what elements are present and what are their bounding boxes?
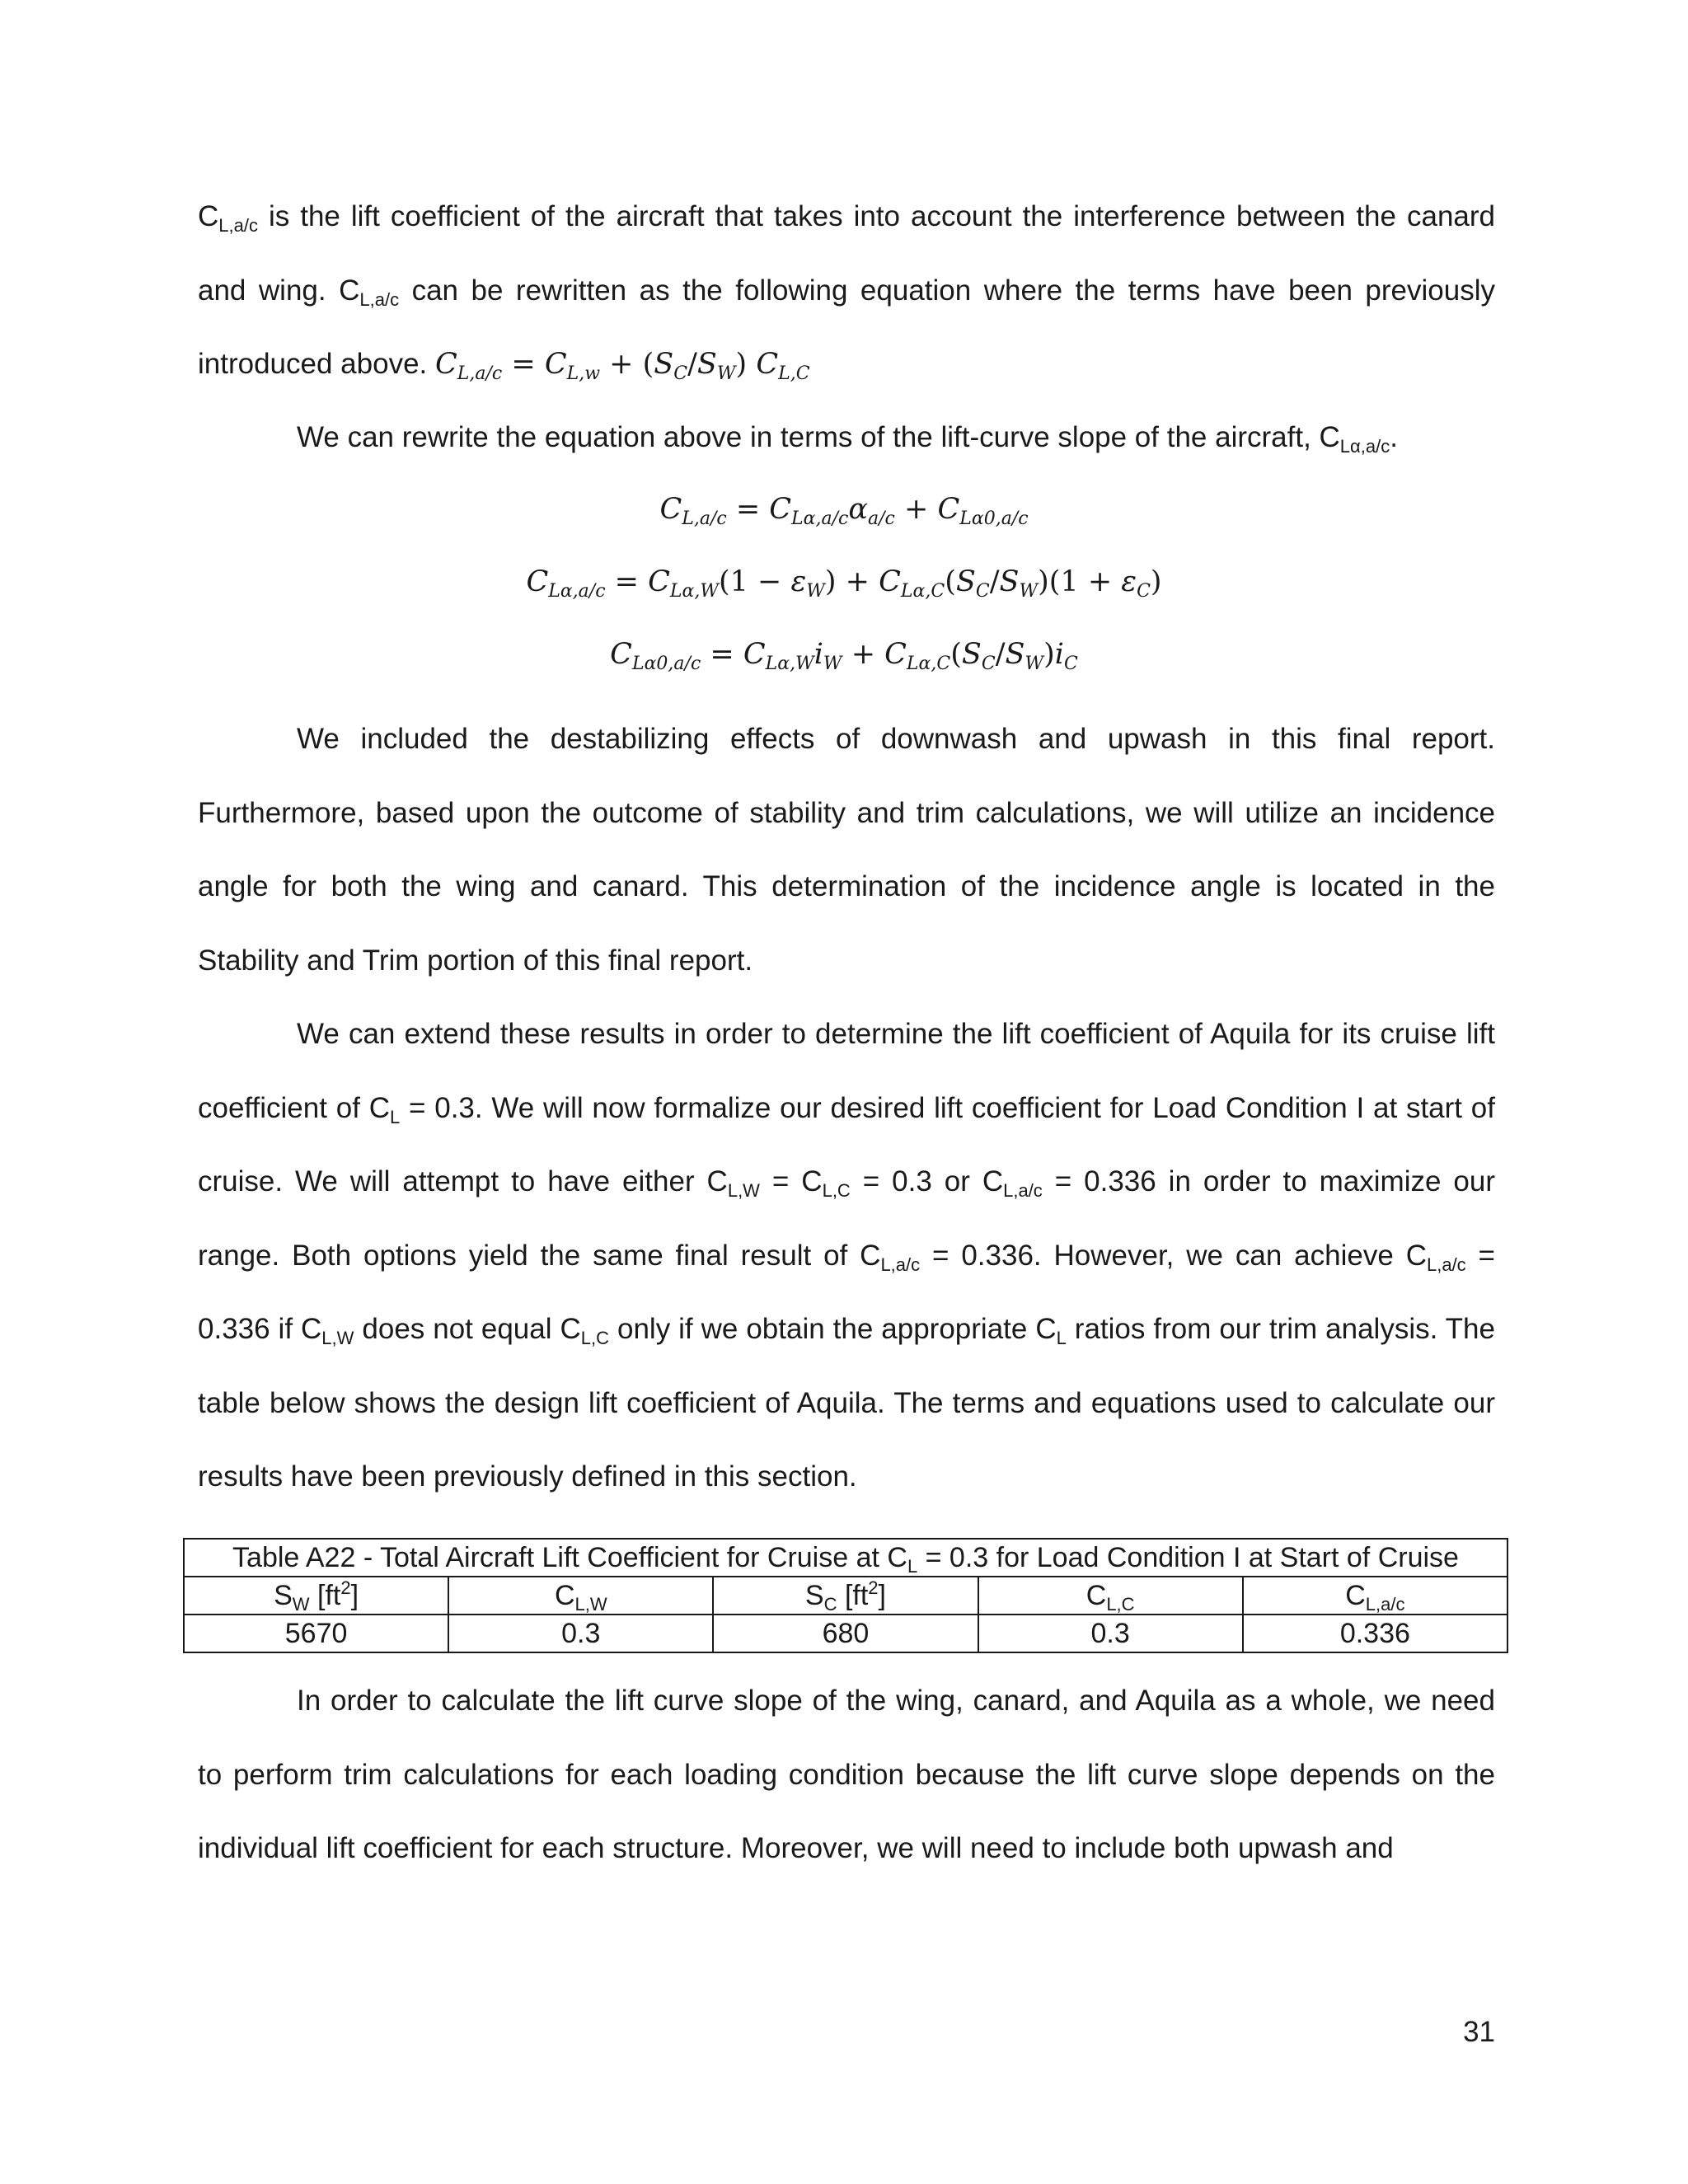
- text-run: = 0.336 if C: [198, 1239, 1495, 1345]
- table-caption: Table A22 - Total Aircraft Lift Coefficient for Cruise at $C_L = 0.3$ for Load Condition I at Start of Cruise: [184, 1539, 1507, 1577]
- subscript: L,W: [727, 1180, 760, 1201]
- subscript: L,W: [321, 1328, 354, 1348]
- paragraph-cruise-lift: [198, 997, 1495, 1514]
- table-cell: 0.3: [448, 1615, 713, 1652]
- equation-cl-alpha0-aircraft: $C_{L\alpha 0,a/c} = C_{L\alpha,W}i_W + C_{L\alpha,C}(S_C/S_W)i_C$: [610, 638, 1078, 674]
- subscript: L: [389, 1106, 401, 1127]
- paragraph-lift-curve-trim: In order to calculate the lift curve slope of the wing, canard, and Aquila as a whole, we need to perform trim calculations for each loading condition because the lift curve slope depends on the individual lift coefficient for each structure. Moreover, we will need to include both upwash and: [198, 1685, 1495, 1864]
- subscript: L,a/c: [1003, 1180, 1043, 1201]
- text-run: = 0.3 or C: [850, 1165, 1004, 1197]
- header-cell: $C_{L,W}$: [448, 1577, 713, 1615]
- subscript: L,a/c: [880, 1254, 921, 1275]
- header-cell: $S_W$ $[ft^2]$: [184, 1577, 448, 1615]
- table-cell: 680: [713, 1615, 978, 1652]
- text-run: = 0.336. However, we can achieve C: [920, 1239, 1427, 1272]
- table-lift-coefficient: [183, 1538, 1508, 1653]
- table-header-row: [184, 1577, 1507, 1615]
- subscript: L,C: [580, 1328, 610, 1348]
- subscript: L: [1056, 1328, 1067, 1348]
- text-run: ratios from our trim analysis. The table below shows the design lift coefficient of Aquila. The terms and equations used to calculate our results have been previously defined in this section.: [198, 1313, 1495, 1493]
- subscript: L,a/c: [1426, 1254, 1466, 1275]
- header-cell: $S_C$ $[ft^2]$: [713, 1577, 978, 1615]
- page-number: 31: [1463, 2016, 1495, 2048]
- text-run: We can rewrite the equation above in terms of the lift-curve slope of the aircraft, C: [297, 421, 1340, 453]
- text-run: .: [1390, 421, 1398, 453]
- text-run: = C: [759, 1165, 823, 1197]
- text-run: We can extend these results in order to determine the lift coefficient of Aquila for its cruise lift coefficient of C: [198, 1018, 1495, 1124]
- subscript: Lα,a/c: [1339, 436, 1390, 457]
- subscript: L,a/c: [218, 215, 258, 236]
- text-run: can be rewritten as the following equation where the terms have been previously introduced above.: [198, 274, 1496, 380]
- text-run: = 0.3. We will now formalize our desired lift coefficient for Load Condition I at start of cruise. We will attempt to have either C: [198, 1091, 1495, 1197]
- table-row: [184, 1615, 1507, 1652]
- header-cell: $C_{L,C}$: [978, 1577, 1243, 1615]
- paragraph-lift-coefficient-intro: $C_{L,a/c}$ is the lift coefficient of the aircraft that takes into account the interference between the canard and wing. $C_{L,a/c}$ can be rewritten as the following equation where the terms have been previously introduced above. $C_{L,a/c} = C_{L,w} + (S_C/S_W)$ $C_{L,C}$: [198, 200, 1496, 384]
- table-cell: 0.3: [978, 1615, 1243, 1652]
- paragraph-downwash-upwash: We included the destabilizing effects of downwash and upwash in this final report. Furthermore, based upon the outcome of stability and trim calculations, we will utilize an incidence angle for both the wing and canard. This determination of the incidence angle is located in the Stability and Trim portion of this final report.: [198, 723, 1495, 977]
- text-run: is the lift coefficient of the aircraft that takes into account the interference between the canard and wing. C: [198, 200, 1495, 307]
- header-cell: $C_{L,a/c}$: [1243, 1577, 1507, 1615]
- equation-cl-alpha-aircraft: $C_{L\alpha,a/c} = C_{L\alpha,W}(1 - \varepsilon_W) + C_{L\alpha,C}(S_C/S_W)(1 + \varepsilon_C)$: [526, 565, 1162, 602]
- table-cell: 5670: [184, 1615, 448, 1652]
- subscript: L,C: [822, 1180, 851, 1201]
- text-run: only if we obtain the appropriate C: [609, 1313, 1057, 1345]
- text-run: does not equal C: [354, 1313, 581, 1345]
- inline-equation: $C_{L,a/c} = C_{L,w} + (S_C/S_W)$ $C_{L,C}$: [434, 348, 810, 384]
- paragraph-lift-curve-slope: [198, 401, 1495, 475]
- table-cell: 0.336: [1243, 1615, 1507, 1652]
- equation-cl-aircraft: $C_{L,a/c} = C_{L\alpha,a/c}\alpha_{a/c} + C_{L\alpha 0,a/c}$: [659, 493, 1029, 529]
- text-run: = 0.336 in order to maximize our range. Both options yield the same final result of C: [198, 1165, 1495, 1272]
- subscript: L,a/c: [359, 288, 400, 310]
